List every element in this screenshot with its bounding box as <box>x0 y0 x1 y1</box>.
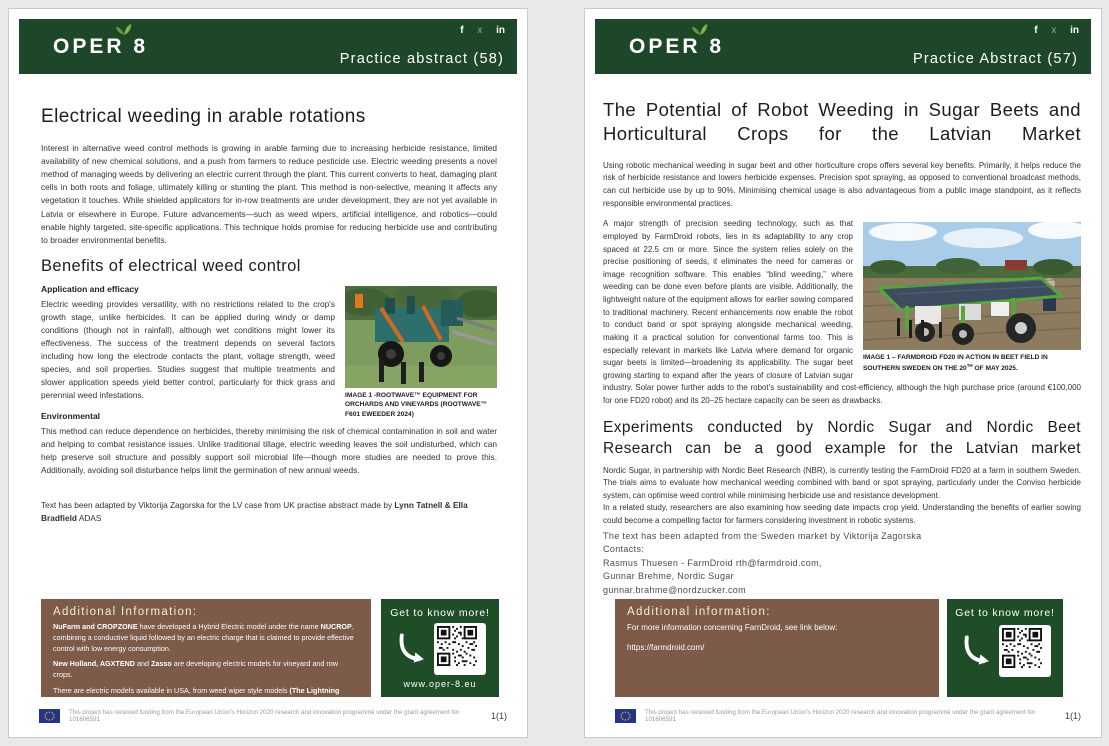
oper8-logo <box>629 35 724 59</box>
page1-footer <box>39 709 507 723</box>
info-paragraph-nucrop: NuFarm and CROPZONE have developed a Hybrid Electric model under the name NUCROP, combining a conductive liquid followed by an electric charge that is claimed to provide effective control with low energy consumption. <box>53 622 354 653</box>
eu-flag-icon <box>615 709 636 723</box>
linkedin-icon[interactable]: in <box>1070 25 1079 36</box>
contacts-label: Contacts: <box>603 544 645 555</box>
social-icons <box>1023 25 1079 36</box>
page1-qr-box <box>381 599 499 697</box>
leaf-icon <box>691 23 709 36</box>
oper8-logo-text: OPER 8 <box>53 35 149 58</box>
funding-statement: This project has received funding from the European Union's Horizon 2020 research and innovation programme under the grant agreement No 101606591 <box>645 709 1036 723</box>
practice-abstract-57-page <box>584 8 1102 738</box>
page2-body-section <box>603 218 1081 407</box>
practice-abstract-number: Practice Abstract (57) <box>912 51 1078 67</box>
application-efficacy-paragraph: Electric weeding provides versatility, with no restrictions related to the crop's growth stage, unlike herbicides. It can be applied during windy or damp conditions (though not in rainfall), although wet conditions might lower its effectiveness. The success of the treatment depends on several factors including how long the electrode contacts the plant, voltage strength, weed species, and soil properties. Studies suggest that multiple treatments and slower application speeds yield better control, particularly for thick grass and perennial weed infestations. <box>41 298 335 401</box>
credit-authors: Lynn Tatnell & Ella Bradfield <box>41 499 468 523</box>
page1-header-bar <box>19 19 517 74</box>
curved-arrow-icon <box>960 634 994 668</box>
experiments-heading: Experiments conducted by Nordic Sugar and Nordic Beet Research can be a good example for the Latvian market <box>603 418 1081 457</box>
additional-info-heading: Additional information: <box>627 606 771 618</box>
get-to-know-more-label: Get to know more! <box>390 607 490 619</box>
page-number: 1(1) <box>490 711 507 721</box>
social-icons <box>449 25 505 36</box>
credit-pre: Text has been adapted by Viktorija Zagorska for the LV case from UK practise abstract made by <box>41 499 395 510</box>
page2-qr-box <box>947 599 1063 697</box>
curved-arrow-icon <box>395 632 429 666</box>
funding-statement: This project has received funding from the European Union's Horizon 2020 research and innovation programme under the grant agreement No 101606591 <box>69 709 460 723</box>
credit-post: ADAS <box>76 512 102 523</box>
farmdroid-link[interactable]: https://farmdroid.com/ <box>627 643 705 652</box>
experiments-paragraph-1: Nordic Sugar, in partnership with Nordic Beet Research (NBR), is currently testing the FarmDroid FD20 at a farm in southern Sweden. The trials aims to evaluate how mechanical weeding combined with band or spot spraying, particularly under the Conviso herbicide system, can optimise weed control while minimising herbicide use and resistance development. <box>603 465 1081 500</box>
application-efficacy-subheading: Application and efficacy <box>41 283 139 294</box>
info-line-farmdroid: For more information concerning FarnDroid, see link below: <box>627 623 838 632</box>
x-twitter-icon[interactable]: x <box>1051 25 1057 36</box>
page1-intro-paragraph: Interest in alternative weed control methods is growing in arable farming due to increasing herbicide resistance, limited availability of new chemical solutions, and a push from farmers to reduce pesticide use. Electric weeding presents a novel method of managing weeds by delivering an electric current through the plant. This current converts to heat, damaging plant cells in both roots and foliage, ultimately killing or stunting the plant. This method is non-selective, meaning it affects any vegetation it touches. While shielded applicators for in-row treatments are under development, they are not yet available in Latvia or elsewhere in Europe. Future advancements—such as weed wipers, artificial intelligence, and robotics—could enable highly targeted, site-specific applications. This technique holds promise for reducing herbicide use and contributing to broader environmental benefits. <box>41 143 497 245</box>
oper8-website-link[interactable]: www.oper-8.eu <box>403 679 477 689</box>
rootwave-figure-caption: IMAGE 1 -ROOTWAVE™ EQUIPMENT FOR ORCHARDS AND VINEYARDS (ROOTWAVE™ F601 EWEEDER 2024) <box>345 391 488 418</box>
qr-code[interactable] <box>434 623 486 675</box>
page2-body-paragraph: A major strength of precision seeding technology, such as that employed by FarmDroid robots, lies in its adaptability to any crop spaced at 22.5 cm or more. Since the system relies solely on the precise positioning of seeds, it eliminates the need for cameras or image recognition software. This enables “blind weeding,” where weeding can be done even before plants are visible. Additionally, the lightweight nature of the equipment allows for earlier sowing compared to traditional machinery. Recent enhancements now enable the robot to conduct band or spot spraying alongside mechanical weeding, making it a practical solution for conventional farms too. This is especially relevant in markets like Latvia where demand for organic sugar beets is limited—broadening its applicability. The sugar beet growing starting to expand after the years of closure of Latvian sugar industry. Solar power further adds to the robot's sustainability and cost-efficiency, although the high purchase price (around €100,000 for one FD20 robot) and its 20–25 hectare capacity can be seen as drawbacks. <box>603 219 1081 406</box>
facebook-icon[interactable]: f <box>1034 25 1038 36</box>
adaptation-credit-line: The text has been adapted from the Sweden market by Viktorija Zagorska <box>603 530 922 541</box>
info-paragraph-usa-models: There are electric models available in USA, from weed wiper style models (The Lightning Weeder) The Annihilator series from The Weed Zapper company. <box>53 685 340 706</box>
contacts-block <box>603 530 1081 598</box>
page2-intro-paragraph: Using robotic mechanical weeding in sugar beet and other horticulture crops offers several key benefits. Primarily, it helps reduce the risk of herbicide resistance and lowers herbicide expenses. Precision spot spraying, as opposed to conventional broadcast methods, can cut herbicide use by up to 90%. Minimising chemical usage is also advantageous from a public image standpoint, as it reflects responsible environmental practices. <box>603 160 1081 208</box>
farmdroid-photo <box>863 222 1081 350</box>
contact-farmdroid[interactable]: Rasmus Thuesen - FarmDroid rth@farmdroid.com, <box>603 557 822 568</box>
page2-footer <box>615 709 1081 723</box>
farmdroid-figure <box>863 222 1081 373</box>
benefits-heading: Benefits of electrical weed control <box>41 256 301 275</box>
oper8-logo <box>53 35 148 59</box>
rootwave-equipment-photo <box>345 286 497 388</box>
info-paragraph-vendors: New Holland, AGXTEND and Zasso are developing electric models for vineyard and row crops. <box>53 659 338 680</box>
page1-benefits-section <box>41 284 497 477</box>
oper8-logo-text: OPER 8 <box>629 35 725 58</box>
farmdroid-figure-caption: IMAGE 1 – FARMDROID FD20 IN ACTION IN BEET FIELD IN SOUTHERN SWEDEN ON THE 20TH OF MAY 2025. <box>863 354 1048 373</box>
x-twitter-icon[interactable]: x <box>477 25 483 36</box>
page1-credit-line <box>41 499 497 525</box>
eu-flag-icon <box>39 709 60 723</box>
linkedin-icon[interactable]: in <box>496 25 505 36</box>
additional-info-heading: Additional Information: <box>53 606 198 618</box>
page2-header-bar <box>595 19 1091 74</box>
contact-nordic-sugar: Gunnar Brehme, Nordic Sugar <box>603 571 735 582</box>
experiments-paragraph-2: In a related study, researchers are also examining how seeding date impacts crop yield. Understanding the benefits of earlier sowing could become a compelling factor for farmers considering investment in robotic systems. <box>603 503 1081 526</box>
page2-additional-info-box <box>615 599 939 697</box>
contact-email[interactable]: gunnar.brahme@nordzucker.com <box>603 584 747 595</box>
rootwave-figure <box>345 286 497 420</box>
qr-code[interactable] <box>999 625 1051 677</box>
page1-title: Electrical weeding in arable rotations <box>41 106 366 127</box>
practice-abstract-58-page <box>8 8 528 738</box>
practice-abstract-number: Practice abstract (58) <box>339 51 504 67</box>
facebook-icon[interactable]: f <box>460 25 464 36</box>
page2-title: The Potential of Robot Weeding in Sugar Beets and Horticultural Crops for the Latvian Market <box>603 99 1081 145</box>
environmental-subheading: Environmental <box>41 410 101 421</box>
leaf-icon <box>115 23 133 36</box>
get-to-know-more-label: Get to know more! <box>955 607 1055 619</box>
page-number: 1(1) <box>1064 711 1081 721</box>
page1-additional-info-box <box>41 599 371 706</box>
environmental-paragraph: This method can reduce dependence on herbicides, thereby minimising the risk of chemical contamination in soil and water and helping to combat resistance issues. Unlike traditional tillage, electric weeding leaves the soil undisturbed, which can help preserve soil structure and possibly support soil microbial life—though more studies are needed to prove this. Additionally, avoiding soil disturbance helps limit the germination of new annual weeds. <box>41 425 497 475</box>
